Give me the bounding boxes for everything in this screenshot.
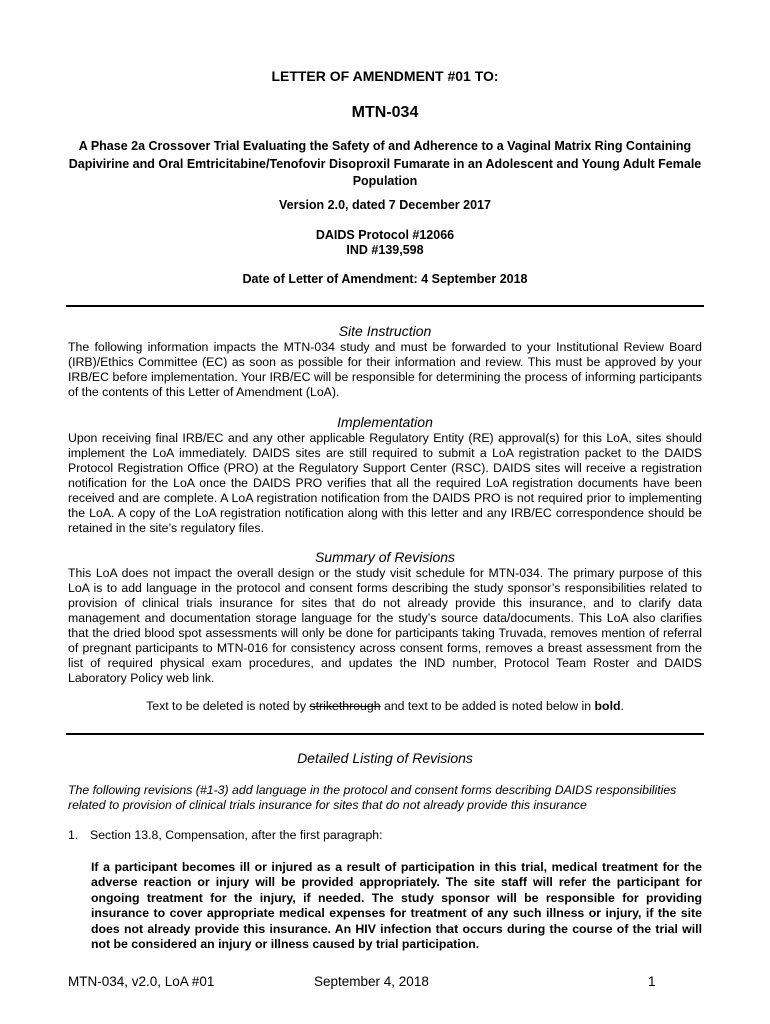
summary-body: This LoA does not impact the overall design or the study visit schedule for MTN-034. The primary purpose of this LoA is to add language in the protocol and consent forms describing the study sponsor’s responsibilities related to provision of clinical trials insurance for sites that do not already provide this insurance, and to clarify data management and documentation storage language for the study’s source data/documents. This LoA also clarifies that the dried blood spot assessments will only be done for participants taking Truvada, removes mention of referral of pregnant participants to MTN-016 for consistency across consent forms, removes a breast assessment from the list of required physical exam procedures, and updates the IND number, Protocol Team Roster and DAIDS Laboratory Policy web link. xyxy=(68,566,702,685)
note-strikethrough: strikethrough xyxy=(309,699,381,713)
note-prefix: Text to be deleted is noted by xyxy=(146,699,310,713)
site-instruction-body: The following information impacts the MTN-034 study and must be forwarded to your Institutional Review Board (IRB)/Ethics Committee (EC) as soon as possible for their information and review. This must be approved by your IRB/EC before implementation. Your IRB/EC will be responsible for determining the process of informing participants of the contents of this Letter of Amendment (LoA). xyxy=(68,340,702,399)
footer-date: September 4, 2018 xyxy=(314,974,429,989)
implementation-heading: Implementation xyxy=(337,414,433,430)
divider xyxy=(66,305,704,307)
document-title: LETTER OF AMENDMENT #01 TO: xyxy=(271,68,499,84)
divider xyxy=(66,733,704,735)
detailed-listing-heading: Detailed Listing of Revisions xyxy=(297,750,473,766)
note-suffix: . xyxy=(620,699,624,713)
page-number: 1 xyxy=(648,974,656,989)
summary-heading: Summary of Revisions xyxy=(314,549,456,565)
protocol-number-title: MTN-034 xyxy=(351,104,419,121)
study-title: A Phase 2a Crossover Trial Evaluating the Safety of and Adherence to a Vaginal Matrix Ring Containing Dapivirine and Oral Emtricitabine/Tenofovir Disoproxil Fumarate in an Adolescent and Young Adult Female Population xyxy=(68,139,702,188)
list-item-number: 1. xyxy=(68,828,79,842)
detailed-listing-intro: The following revisions (#1-3) add language in the protocol and consent forms describing DAIDS responsibilities related to provision of clinical trials insurance for sites that do not already provide this insurance xyxy=(68,783,677,812)
protocol-identifiers xyxy=(0,228,770,258)
implementation-body: Upon receiving final IRB/EC and any other applicable Regulatory Entity (RE) approval(s) for this LoA, sites should implement the LoA immediately. DAIDS sites are still required to submit a LoA registration packet to the DAIDS Protocol Registration Office (PRO) at the Regulatory Support Center (RSC). DAIDS sites will receive a registration notification for the LoA once the DAIDS PRO verifies that all the required LoA registration documents have been received and are complete. A LoA registration notification from the DAIDS PRO is not required prior to implementing the LoA. A copy of the LoA registration notification along with this letter and any IRB/EC correspondence should be retained in the site’s regulatory files. xyxy=(68,431,702,535)
ind-number: IND #139,598 xyxy=(346,243,424,257)
site-instruction-heading: Site Instruction xyxy=(338,323,432,339)
version-line: Version 2.0, dated 7 December 2017 xyxy=(279,198,491,212)
daids-protocol: DAIDS Protocol #12066 xyxy=(315,228,455,242)
note-bold: bold xyxy=(594,699,621,713)
footer-left: MTN-034, v2.0, LoA #01 xyxy=(68,974,215,989)
loa-date: Date of Letter of Amendment: 4 September 2018 xyxy=(242,272,528,286)
list-item-text: Section 13.8, Compensation, after the first paragraph: xyxy=(90,828,383,842)
note-middle: and text to be added is noted below in xyxy=(380,699,595,713)
list-item xyxy=(68,828,702,842)
inserted-text: If a participant becomes ill or injured as a result of participation in this trial, medical treatment for the adverse reaction or injury will be provided appropriately. The site staff will refer the participant for ongoing treatment for the injury, if needed. The study sponsor will be responsible for providing insurance to cover appropriate medical expenses for treatment of any such illness or injury, if the site does not already provide this insurance. An HIV infection that occurs during the course of the trial will not be considered an injury or illness caused by trial participation. xyxy=(91,860,702,952)
revision-notation-note xyxy=(68,699,702,713)
